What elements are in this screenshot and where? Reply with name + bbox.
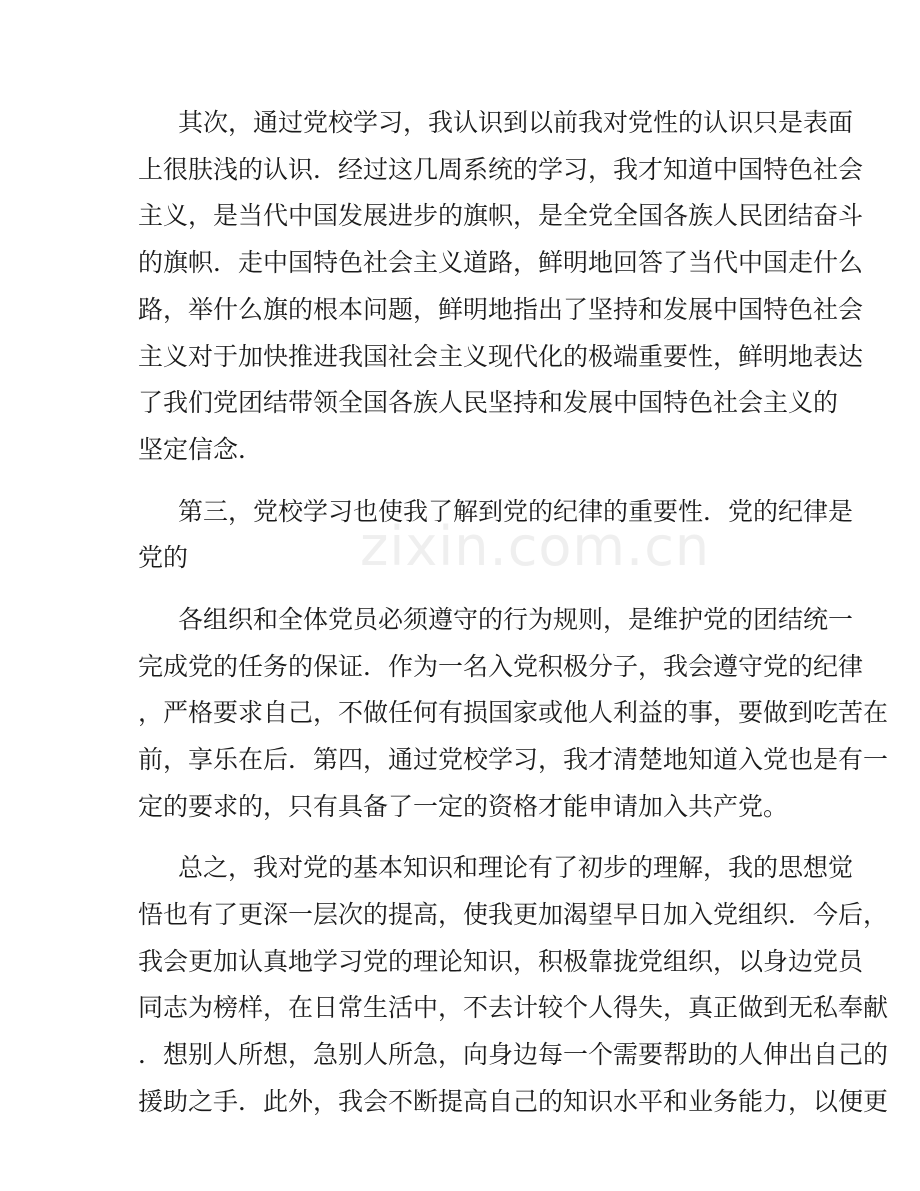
text-line: 路，举什么旗的根本问题，鲜明地指出了坚持和发展中国特色社会 [138, 295, 864, 324]
text-line: 前，享乐在后．第四，通过党校学习，我才清楚地知道入党也是有一 [138, 745, 889, 774]
text-line: 定的要求的，只有具备了一定的资格才能申请加入共产党。 [138, 792, 789, 821]
watermark: zixin.com.cn [360, 515, 711, 578]
text-line: 各组织和全体党员必须遵守的行为规则，是维护党的团结统一 [178, 605, 854, 634]
text-line: 主义对于加快推进我国社会主义现代化的极端重要性，鲜明地表达 [138, 342, 864, 371]
text-line: 同志为榜样，在日常生活中，不去计较个人得失，真正做到无私奉献 [138, 993, 889, 1022]
text-line: ．想别人所想，急别人所急，向身边每一个需要帮助的人伸出自己的 [138, 1040, 889, 1069]
text-line: 总之，我对党的基本知识和理论有了初步的理解，我的思想觉 [178, 853, 854, 882]
text-line: 的旗帜．走中国特色社会主义道路，鲜明地回答了当代中国走什么 [138, 248, 864, 277]
text-line: ，严格要求自己，不做任何有损国家或他人利益的事，要做到吃苦在 [138, 698, 889, 727]
text-line: 完成党的任务的保证．作为一名入党积极分子，我会遵守党的纪律 [138, 652, 864, 681]
text-line: 上很肤浅的认识．经过这几周系统的学习，我才知道中国特色社会 [138, 155, 864, 184]
text-line: 其次，通过党校学习，我认识到以前我对党性的认识只是表面 [178, 108, 854, 137]
text-line: 党的 [138, 543, 189, 572]
text-line: 第三，党校学习也使我了解到党的纪律的重要性．党的纪律是 [178, 497, 854, 526]
text-line: 援助之手．此外，我会不断提高自己的知识水平和业务能力，以便更 [138, 1087, 889, 1116]
text-line: 了我们党团结带领全国各族人民坚持和发展中国特色社会主义的 [138, 388, 839, 417]
text-line: 悟也有了更深一层次的提高，使我更加渴望早日加入党组织．今后， [138, 900, 889, 929]
text-line: 主义，是当代中国发展进步的旗帜，是全党全国各族人民团结奋斗 [138, 201, 864, 230]
text-line: 坚定信念． [138, 435, 264, 464]
text-line: 我会更加认真地学习党的理论知识，积极靠拢党组织，以身边党员 [138, 947, 864, 976]
